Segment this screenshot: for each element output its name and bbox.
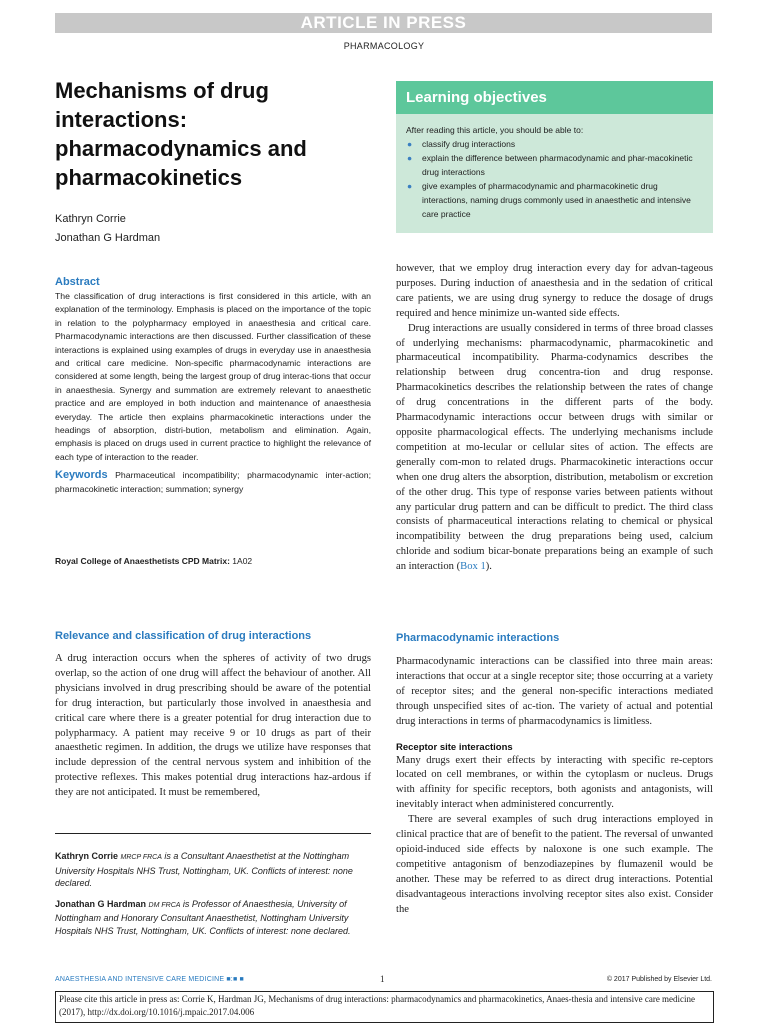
learning-objectives-box <box>396 81 713 233</box>
classes-paragraph: Drug interactions are usually considered in terms of three broad classes of underlying mechanisms: pharmacodynamic, pharmacokinetic and pharmaceutical incompatibility. Pharma-codynamics describes the relationship between drug concentra-tion and drug response. Pharmacokinetics describes the relationship between the rates of change of drug concentrations in the different parts of the body. Pharmacodynamic interactions occur between drugs with similar or opposite pharmacological effects. The underlying mechanisms include competition at mo-lecular or cellular sites of action. The effects are generally com-mon to related drugs. Pharmacokinetic interactions occur when one drug alters the absorption, distribution, metabolism or excretion of the other drug. This type of response varies between patients without any particular drug pattern and can be difficult to predict. The third class consists of pharmaceutical interactions relating to chemical or physical incompatibility between the drug preparations being used, calcium chloride and sodium bicar-bonate preparations being an example of such an interaction (Box 1). <box>396 322 713 573</box>
cpd-value: 1A02 <box>232 556 253 566</box>
abstract-heading: Abstract <box>55 276 100 288</box>
keywords-text: Pharmaceutical incompatibility; pharmacodynamic inter-action; pharmacokinetic interaction; summation; synergy <box>55 470 371 494</box>
learning-objectives-heading: Learning objectives <box>396 81 713 114</box>
copyright: © 2017 Published by Elsevier Ltd. <box>606 976 712 983</box>
pharmacodynamic-heading: Pharmacodynamic interactions <box>396 632 560 644</box>
relevance-heading: Relevance and classification of drug interactions <box>55 630 312 642</box>
pharmacodynamic-paragraph: Pharmacodynamic interactions can be classified into three main areas: interactions that occur at a single receptor site; those occurring at a variety of receptor sites; and the general non-specific interactions mediated through unspecified sites of ac-tion. The variety of actual and potential drug interactions in terms of pharmacodynamics is limitless. <box>396 656 713 727</box>
box-1-link[interactable]: Box 1 <box>460 561 486 573</box>
bullet-icon: ● <box>407 139 413 149</box>
citation-box: Please cite this article in press as: Corrie K, Hardman JG, Mechanisms of drug interactions: pharmacodynamics and pharmacokinetics, Anaes-thesia and intensive care medicine (2017), http://dx.doi.org/10.1016/j.mpaic.2017.04.006 <box>55 991 714 1023</box>
learning-objectives-intro: After reading this article, you should be able to: <box>406 125 584 135</box>
receptor-site-heading: Receptor site interactions <box>396 741 513 753</box>
author-name: Kathryn Corrie <box>55 213 126 225</box>
abstract-text: The classification of drug interactions is first considered in this article, with an explanation of the terminology. Emphasis is placed on the importance of the topic in relation to the polypharmacy employed in anaesthesia and critical care. Pharmacodynamic interactions are then discussed. Further classification of these interactions is explained using examples of drugs in everyday use in anaesthesia and critical care medicine. Non-specific pharmacodynamic interactions are considered at some length, being the largest group of drug interac-tions that occur in anaesthesia. Synergy and summation are extremely relevant to anaesthetic practice and are employed in both induction and maintenance of anaesthesia everyday. The article then explains pharmacokinetic interactions under the headings of absorption, distri-bution, metabolism and elimination. Again, emphasis is placed on drugs used in current practice to highlight the relevance of each type of interaction to the reader. <box>55 291 371 462</box>
pharmacodynamic-section <box>396 655 713 918</box>
journal-name: ANAESTHESIA AND INTENSIVE CARE MEDICINE ■:■ ■ <box>55 976 244 983</box>
learning-objectives-list <box>406 137 703 221</box>
abstract-section <box>55 276 371 496</box>
right-column-intro <box>396 262 713 575</box>
article-title: Mechanisms of drug interactions: pharmacodynamics and pharmacokinetics <box>55 78 307 190</box>
intro-paragraph: however, that we employ drug interaction every day for advan-tageous purposes. During induction of anaesthesia and in the sedation of critical care patients, we are using drug synergy to reduce the dosage of drugs required and hence minimize un-wanted side effects. <box>396 263 713 319</box>
cpd-label: Royal College of Anaesthetists CPD Matrix: <box>55 556 230 566</box>
affiliation: Kathryn Corrie MRCP FRCA is a Consultant Anaesthetist at the Nottingham University Hospitals NHS Trust, Nottingham, UK. Conflicts of interest: none declared. <box>55 851 353 888</box>
keywords-block <box>55 469 371 496</box>
author-name: Jonathan G Hardman <box>55 232 161 244</box>
receptor-paragraph: Many drugs exert their effects by interacting with specific re-ceptors located on cell membranes, or within the cytoplasm or nucleus. Drugs with affinity for specific receptors, both agonists and antagonists, will inevitably interact when administered concurrently. <box>396 754 713 811</box>
author-list <box>55 210 160 248</box>
list-item: ● explain the difference between pharmacodynamic and phar-macokinetic drug interactions <box>407 153 693 177</box>
receptor-paragraph: There are several examples of such drug interactions employed in clinical practice that are of benefit to the patient. The reversal of unwanted opioid-induced side effects by naloxone is one such example. The competitive antagonism of benzodiazepines by flumazenil would be another. These may be referred to as direct drug interactions. Potential disadvantageous interactions involving receptor sites also exist. Consider the <box>396 814 713 915</box>
bullet-icon: ● <box>407 181 413 191</box>
list-item: ● classify drug interactions <box>407 139 516 149</box>
keywords-heading: Keywords <box>55 469 108 482</box>
relevance-paragraph: A drug interaction occurs when the spheres of activity of two drugs overlap, so the action of one drug will affect the behaviour of another. All physicians involved in drug prescribing should be aware of the potential for drug interaction, but particularly those involved in anaesthesia and critical care where there is a greater potential for drug interaction due to polypharmacy. A patient may receive 9 or 10 drugs as part of their anaesthetic regimen. In addition, the drugs we utilize have responses that include depression of the central nervous system and inhibition of the protective reflexes. This makes potential drug interactions haz-ardous if they are not anticipated. It must be remembered, <box>55 653 371 799</box>
list-item: ● give examples of pharmacodynamic and pharmacokinetic drug interactions, naming drugs commonly used in anaesthetic and intensive care practice <box>407 181 691 219</box>
article-in-press-banner: ARTICLE IN PRESS <box>55 13 712 33</box>
divider <box>55 833 371 834</box>
affiliation: Jonathan G Hardman DM FRCA is Professor of Anaesthesia, University of Nottingham and Honorary Consultant Anaesthetist, Nottingham University Hospitals NHS Trust, Nottingham, UK. Conflicts of interest: none declared. <box>55 898 351 936</box>
bullet-icon: ● <box>407 153 413 163</box>
page-number: 1 <box>380 974 385 984</box>
section-label: PHARMACOLOGY <box>343 41 425 51</box>
author-affiliations <box>55 850 371 945</box>
cpd-matrix <box>55 556 252 566</box>
